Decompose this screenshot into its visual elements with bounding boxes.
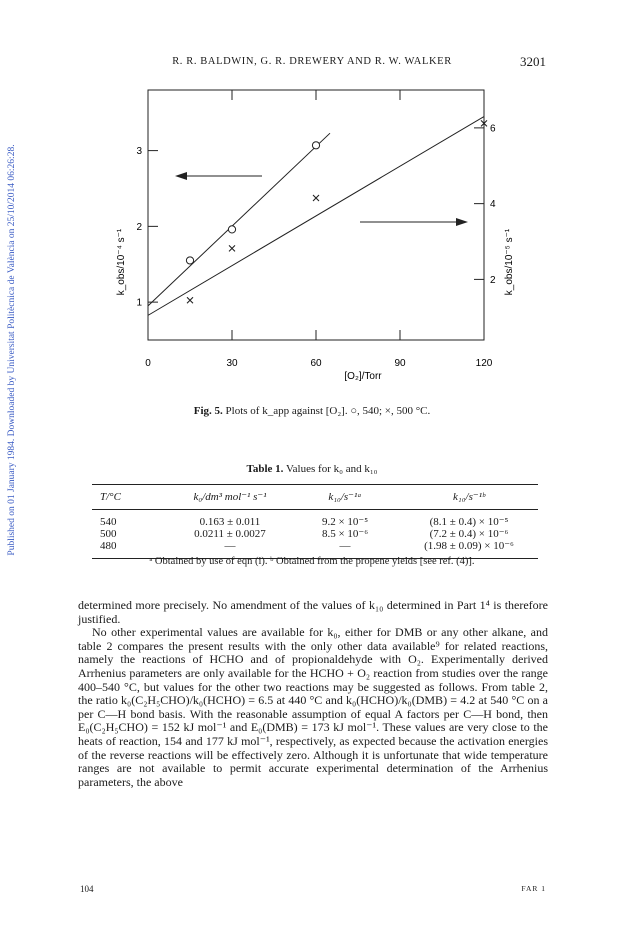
table-title-text: Values for k₀ and k₁₀	[285, 463, 378, 475]
x-tick-label: 60	[310, 358, 322, 369]
cross-data-point	[313, 195, 319, 201]
header-k10-b: k₁₀/s⁻¹ᵇ	[400, 485, 538, 510]
left-y-tick-label: 1	[136, 297, 142, 309]
table-row	[92, 510, 538, 529]
circle-data-point	[312, 142, 319, 149]
circle-data-point	[186, 257, 193, 264]
x-tick-label: 30	[226, 358, 238, 369]
left-y-axis-label: k_obs/10⁻⁴ s⁻¹	[116, 228, 127, 296]
table-cell: 8.5 × 10⁻⁶	[321, 528, 369, 540]
table-title-label: Table 1.	[246, 463, 284, 475]
figure-5-plot	[0, 80, 624, 400]
body-paragraph: No other experimental values are available for k₀, either for DMB or any other alkane, and table 2 compares the present results with the only other data available⁹ for related reactions, namely the reactions of HCHO and of propionaldehyde with O₂. Experimentally derived Arrhenius parameters are only available for the HCHO + O₂ reaction from studies over the range 400–540 °C, but values for the other two reactions may be suggested as follows. From table 2, the ratio k₀(C₂H₅CHO)/k₀(HCHO) = 6.5 at 440 °C and k₀(HCHO)/k₀(DMB) = 4.2 at 540 °C on a per C—H bond basis. With the reasonable assumption of equal A factors per C—H bond, then E₀(C₂H₅CHO) = 152 kJ mol⁻¹ and E₀(DMB) = 173 kJ mol⁻¹. These values are very close to the heats of reaction, 154 and 177 kJ mol⁻¹, respectively, as expected because the activation energies of the reverse reactions will be effectively zero. Although it is unfortunate that wide temperature ranges are not available to permit accurate experimental determination of the Arrhenius parameters, the above	[78, 625, 548, 789]
cross-data-point	[229, 245, 235, 251]
footer-code: FAR 1	[521, 884, 546, 893]
plot-frame	[148, 90, 484, 340]
table-cell: 500	[100, 528, 117, 540]
right-y-tick-label: 4	[490, 199, 496, 211]
footer-number: 104	[80, 884, 94, 894]
left-y-tick-label: 3	[136, 146, 142, 158]
table-cell: —	[290, 540, 400, 559]
table-cell: 0.0211 ± 0.0027	[194, 528, 266, 540]
left-y-tick-label: 2	[136, 221, 142, 233]
table-cell: (7.2 ± 0.4) × 10⁻⁶	[429, 528, 509, 540]
table-header-row	[92, 485, 538, 510]
right-arrow-head	[456, 218, 468, 226]
header-k10-a: k₁₀/s⁻¹ᵃ	[290, 485, 400, 510]
table-cell: 480	[92, 540, 170, 559]
right-y-tick-label: 2	[490, 274, 496, 286]
table-cell: 0.163 ± 0.011	[199, 516, 261, 528]
table-cell: (1.98 ± 0.09) × 10⁻⁶	[400, 540, 538, 559]
figure-caption-text: Plots of k_app against [O₂]. ○, 540; ×, 500 °C.	[225, 405, 431, 417]
table-footnote: ᵃ Obtained by use of eqn (i). ᵇ Obtained from the propene yields [see ref. (4)].	[149, 556, 475, 567]
running-header-authors: R. R. BALDWIN, G. R. DREWERY AND R. W. WALKER	[172, 56, 452, 67]
values-table	[92, 484, 538, 559]
header-temperature: T/°C	[92, 485, 170, 510]
download-notice-text: Published on 01 January 1984. Downloaded by Universitat Politècnica de València on 25/10/2014 06:26:28.	[7, 144, 17, 556]
header-k0: k₀/dm³ mol⁻¹ s⁻¹	[170, 485, 290, 510]
x-tick-label: 0	[145, 358, 151, 369]
body-text	[78, 599, 548, 789]
circle-fit-line	[148, 133, 330, 306]
left-arrow-head	[175, 172, 187, 180]
table-cell: 540	[100, 516, 117, 528]
cross-data-point	[187, 297, 193, 303]
right-y-axis-label: k_obs/10⁻⁵ s⁻¹	[504, 228, 515, 296]
table-cell: 9.2 × 10⁻⁵	[321, 516, 369, 528]
figure-caption	[0, 405, 624, 417]
table-row	[92, 528, 538, 540]
x-tick-label: 90	[394, 358, 406, 369]
page-number: 3201	[520, 54, 546, 69]
right-y-tick-label: 6	[490, 123, 496, 135]
table-title	[0, 463, 624, 475]
body-paragraph: determined more precisely. No amendment of the values of k₁₀ determined in Part 1⁴ is therefore justified.	[78, 598, 548, 626]
x-axis-label: [O₂]/Torr	[344, 371, 382, 382]
circle-data-point	[228, 226, 235, 233]
x-tick-label: 120	[475, 358, 493, 369]
figure-caption-label: Fig. 5.	[193, 405, 223, 417]
table-cell: —	[170, 540, 290, 559]
table-cell: (8.1 ± 0.4) × 10⁻⁵	[429, 516, 509, 528]
